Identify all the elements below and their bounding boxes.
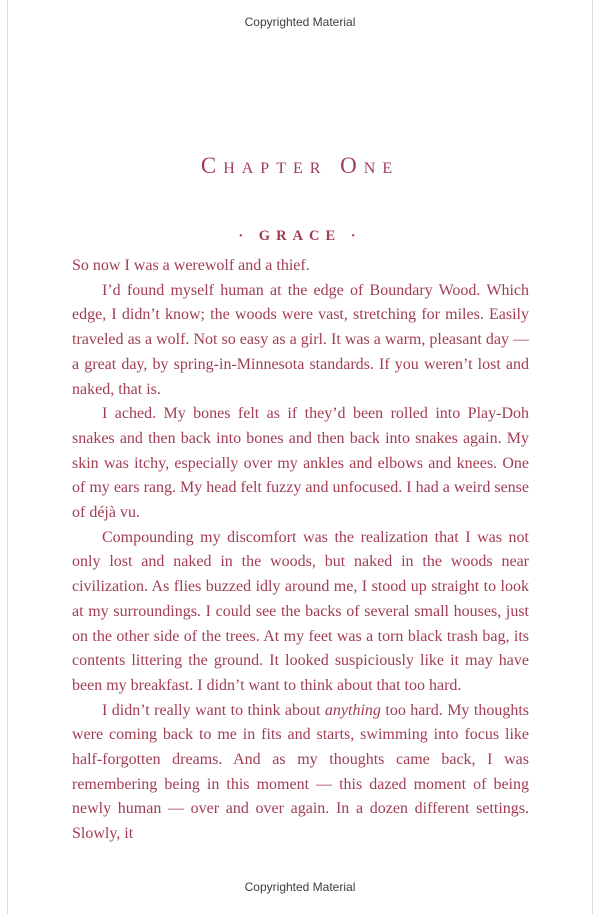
paragraph-5-pre: I didn’t really want to think about	[102, 701, 325, 719]
body-text	[72, 254, 529, 847]
page-edge-left	[7, 0, 8, 914]
page-edge-right	[592, 0, 593, 914]
copyright-notice-top: Copyrighted Material	[244, 15, 356, 29]
chapter-title: Chapter One	[200, 153, 400, 178]
pov-heading: · GRACE ·	[238, 228, 362, 244]
paragraph-5	[72, 699, 529, 847]
paragraph-3: I ached. My bones felt as if they’d been rolled into Play-Doh snakes and then back into bones and then back into snakes again. My skin was itchy, especially over my ankles and elbows and knees. One of my ears rang. My head felt fuzzy and unfocused. I had a weird sense of déjà vu.	[72, 405, 529, 522]
copyright-notice-bottom: Copyrighted Material	[244, 880, 356, 894]
paragraph-1: So now I was a werewolf and a thief.	[72, 257, 310, 274]
paragraph-4: Compounding my discomfort was the realization that I was not only lost and naked in the woods, but naked in the woods near civilization. As flies buzzed idly around me, I stood up straight to look at my surroundings. I could see the backs of several small houses, just on the other side of the trees. At my feet was a torn black trash bag, its contents littering the ground. It looked suspiciously like it may have been my breakfast. I didn’t want to think about that too hard.	[72, 528, 529, 694]
paragraph-2: I’d found myself human at the edge of Boundary Wood. Which edge, I didn’t know; the woods were vast, stretching for miles. Easily traveled as a wolf. Not so easy as a girl. It was a warm, pleasant day — a great day, by spring-in-Minnesota standards. If you weren’t lost and naked, that is.	[72, 281, 529, 398]
paragraph-5-emphasis: anything	[324, 701, 381, 719]
paragraph-5-post: too hard. My thoughts were coming back to me in fits and starts, swimming into focus like half-forgotten dreams. And as my thoughts came back, I was remembering being in this moment — this dazed moment of being newly human — over and over again. In a dozen different settings. Slowly, it	[72, 701, 529, 843]
